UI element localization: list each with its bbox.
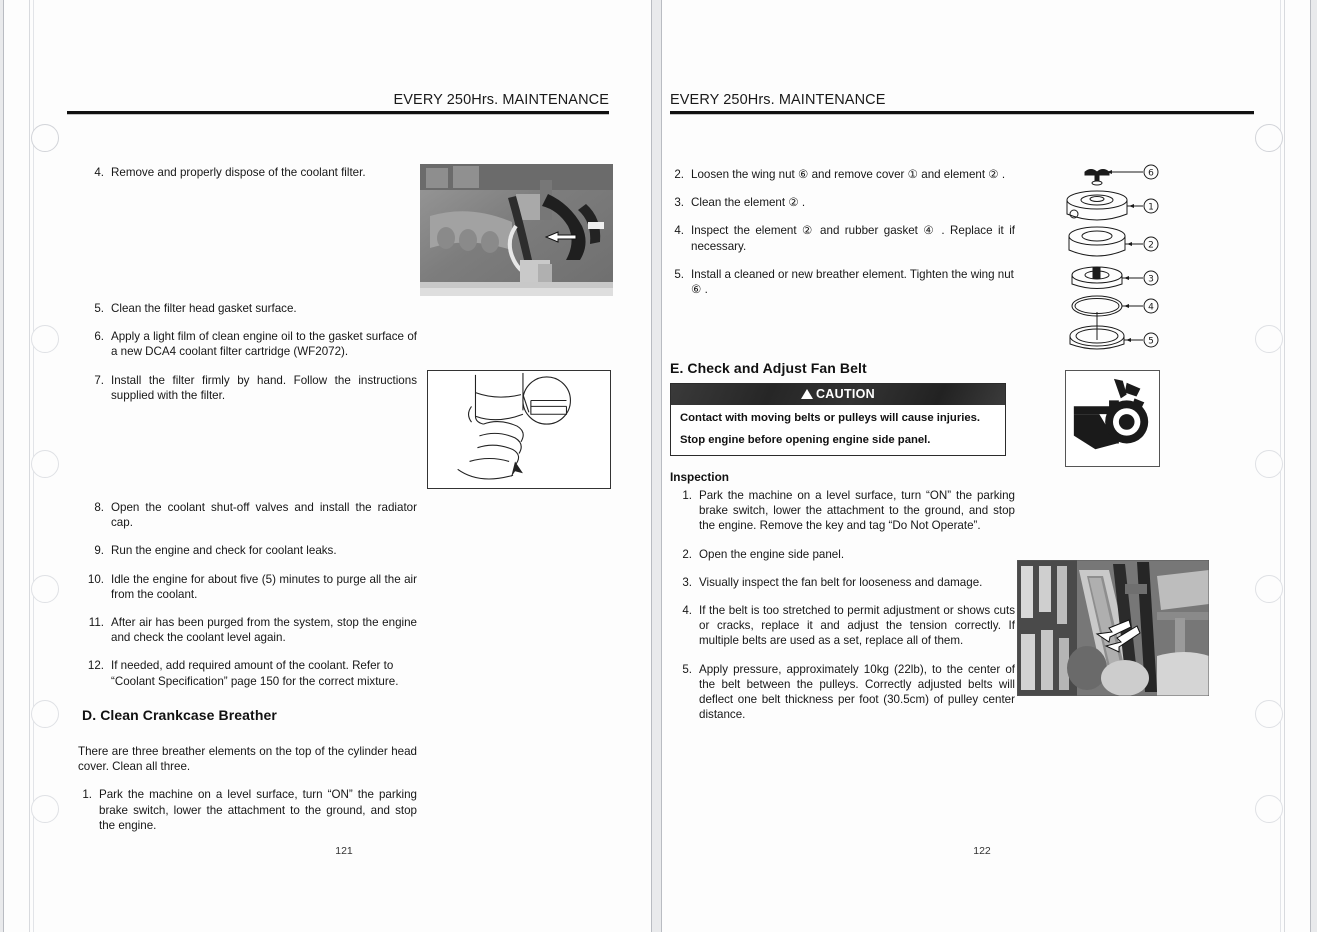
- procedure-step: [82, 301, 417, 316]
- procedure-step: [82, 373, 417, 403]
- exploded-diagram-art: [1055, 160, 1175, 355]
- manual-page-right: [661, 0, 1311, 932]
- caution-title: CAUTION: [815, 387, 876, 401]
- page-gutter: [652, 0, 661, 932]
- pinch-hazard-art: [1066, 371, 1159, 466]
- svg-text:1: 1: [1148, 202, 1154, 213]
- step-number: 7.: [94, 373, 104, 387]
- step-text: Apply a light film of clean engine oil to the gasket surface of a new DCA4 coolant filter cartridge (WF2072).: [111, 330, 417, 359]
- step-number: 11.: [88, 616, 104, 630]
- binder-hole: [1255, 575, 1283, 603]
- belt-pulley-pinch-hazard-icon: [1065, 370, 1160, 467]
- procedure-step: [82, 615, 417, 645]
- caution-box: [670, 383, 1006, 456]
- procedure-step: [82, 572, 417, 602]
- step-number: 4.: [94, 166, 104, 179]
- step-number: 4.: [682, 604, 692, 618]
- step-number: 4.: [674, 224, 684, 238]
- step-text: Visually inspect the fan belt for looseness and damage.: [699, 575, 983, 589]
- svg-text:3: 3: [1148, 274, 1154, 285]
- caution-body: [671, 405, 1005, 455]
- svg-text:5: 5: [1148, 336, 1154, 347]
- step-number: 1.: [682, 489, 692, 502]
- scan-edge-line: [29, 0, 30, 932]
- left-page-body-2: [82, 301, 417, 416]
- procedure-step: [670, 547, 1015, 562]
- page-number: 121: [335, 845, 353, 857]
- svg-text:4: 4: [1148, 302, 1154, 313]
- step-text: Clean the filter head gasket surface.: [111, 302, 297, 315]
- step-number: 3.: [682, 575, 692, 589]
- section-d: [82, 707, 417, 723]
- page-number: 122: [973, 845, 991, 857]
- step-text: After air has been purged from the system, stop the engine and check the coolant level again.: [111, 616, 417, 645]
- step-text: If the belt is too stretched to permit adjustment or shows cuts or cracks, replace it and adjust the tension correctly. If multiple belts are used as a set, replace all of them.: [699, 604, 1015, 648]
- procedure-step: [82, 165, 417, 180]
- binder-hole: [1255, 450, 1283, 478]
- coolant-filter-photo: [420, 164, 613, 296]
- procedure-step: [78, 787, 417, 833]
- step-text: Loosen the wing nut ⑥ and remove cover ① and element ② .: [691, 168, 1006, 181]
- procedure-step: [670, 575, 1015, 590]
- step-text: Open the engine side panel.: [699, 547, 845, 561]
- step-number: 3.: [674, 196, 684, 210]
- step-text: Remove and properly dispose of the coolant filter.: [111, 166, 366, 179]
- section-heading: D. Clean Crankcase Breather: [82, 707, 277, 723]
- procedure-step: [82, 543, 417, 558]
- step-number: 5.: [674, 267, 684, 281]
- binder-hole: [31, 124, 59, 152]
- binder-hole: [1255, 124, 1283, 152]
- caution-line: Contact with moving belts or pulleys will cause injuries.: [680, 412, 981, 424]
- step-number: 6.: [94, 330, 104, 344]
- step-text: Idle the engine for about five (5) minutes to purge all the air from the coolant.: [111, 572, 417, 601]
- page-header-right: [670, 92, 1254, 114]
- step-text: Install a cleaned or new breather element. Tighten the wing nut ⑥ .: [691, 267, 1014, 297]
- step-text: Inspect the element ② and rubber gasket ④ . Replace it if necessary.: [691, 224, 1015, 253]
- crankcase-breather-exploded-view: [1055, 160, 1175, 355]
- step-number: 5.: [94, 302, 104, 315]
- procedure-step: [82, 658, 417, 688]
- step-text: If needed, add required amount of the coolant. Refer to “Coolant Specification” page 150 for the correct mixture.: [111, 659, 399, 688]
- step-text: Park the machine on a level surface, turn “ON” the parking brake switch, lower the attachment to the ground, and stop the engine. Remove the key and tag “Do Not Operate”.: [699, 489, 1015, 533]
- binder-hole: [1255, 700, 1283, 728]
- step-text: Run the engine and check for coolant leaks.: [111, 544, 337, 558]
- caution-line: Stop engine before opening engine side panel.: [680, 434, 931, 446]
- procedure-step: [82, 500, 417, 530]
- page-header-left: [67, 92, 609, 114]
- fan-belt-photo: [1017, 560, 1209, 696]
- inspection-block: [670, 470, 1015, 735]
- step-number: 8.: [94, 501, 104, 514]
- breather-steps: [670, 167, 1015, 310]
- step-number: 2.: [674, 168, 684, 181]
- step-number: 2.: [682, 547, 692, 561]
- section-d-body: [78, 744, 417, 846]
- step-number: 12.: [87, 659, 104, 673]
- step-text: Apply pressure, approximately 10kg (22lb), to the center of the belt between the pulleys. Correctly adjusted belts will deflect one belt thickness per foot (30.5cm) of pulley center distance.: [699, 662, 1015, 722]
- svg-text:6: 6: [1148, 168, 1154, 179]
- procedure-step: [670, 195, 1015, 210]
- procedure-step: [670, 267, 1015, 297]
- section-heading: E. Check and Adjust Fan Belt: [670, 360, 867, 376]
- step-number: 5.: [682, 662, 692, 676]
- step-text: Install the filter firmly by hand. Follow the instructions supplied with the filter.: [111, 373, 417, 402]
- procedure-step: [670, 223, 1015, 253]
- left-page-body: [82, 165, 417, 193]
- step-number: 9.: [94, 544, 104, 558]
- procedure-step: [670, 167, 1015, 182]
- procedure-step: [82, 329, 417, 359]
- filter-install-by-hand-illustration: [427, 370, 611, 489]
- header-title: EVERY 250Hrs. MAINTENANCE: [393, 92, 609, 108]
- step-text: Clean the element ② .: [691, 196, 806, 210]
- procedure-step: [670, 488, 1015, 534]
- binder-hole: [31, 575, 59, 603]
- binder-hole: [31, 795, 59, 823]
- manual-page-left: [3, 0, 652, 932]
- step-text: Park the machine on a level surface, turn “ON” the parking brake switch, lower the attachment to the ground, and stop the engine.: [99, 788, 417, 832]
- scan-edge-line: [1284, 0, 1285, 932]
- inspection-heading: Inspection: [670, 470, 729, 484]
- procedure-step: [670, 662, 1015, 723]
- line-art-content: [428, 371, 610, 488]
- step-number: 10.: [87, 572, 104, 586]
- svg-text:2: 2: [1148, 240, 1154, 251]
- header-title: EVERY 250Hrs. MAINTENANCE: [670, 92, 886, 108]
- binder-hole: [31, 325, 59, 353]
- caution-header: [671, 384, 1005, 405]
- step-number: 1.: [82, 788, 92, 802]
- warning-triangle-icon: [801, 389, 813, 399]
- header-rule: [67, 111, 609, 114]
- binder-hole: [1255, 325, 1283, 353]
- binder-hole: [1255, 795, 1283, 823]
- procedure-step: [670, 603, 1015, 649]
- left-page-body-3: [82, 500, 417, 702]
- binder-hole: [31, 700, 59, 728]
- section-intro: There are three breather elements on the top of the cylinder head cover. Clean all three.: [78, 745, 417, 774]
- photo-content: [1017, 560, 1209, 696]
- step-text: Open the coolant shut-off valves and install the radiator cap.: [111, 501, 417, 530]
- header-rule: [670, 111, 1254, 114]
- section-e: [670, 360, 1015, 376]
- binder-hole: [31, 450, 59, 478]
- photo-content: [420, 164, 613, 296]
